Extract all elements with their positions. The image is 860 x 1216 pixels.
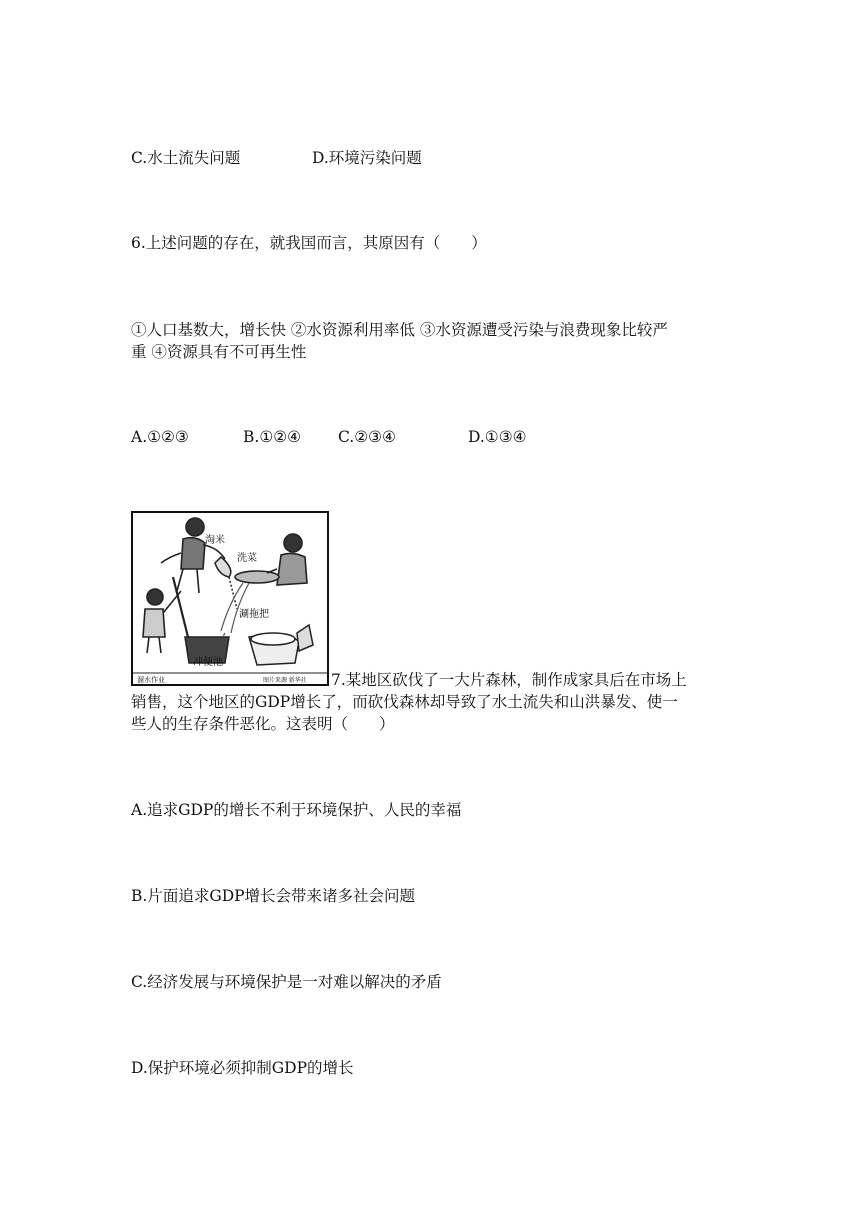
q5-option-c: C.水土流失问题 — [131, 149, 241, 167]
q7-option-c: C.经济发展与环境保护是一对难以解决的矛盾 — [131, 973, 442, 991]
q6-statements-line1: ①人口基数大，增长快 ②水资源利用率低 ③水资源遭受污染与浪费现象比较严 — [131, 321, 668, 339]
q6-option-a: A.①②③ — [131, 428, 189, 446]
q7-option-b: B.片面追求GDP增长会带来诸多社会问题 — [131, 887, 416, 905]
water-reuse-cartoon — [131, 511, 329, 686]
q6-stem: 6.上述问题的存在，就我国而言，其原因有（ ） — [131, 234, 487, 252]
cartoon-footer-left: 溜水作业 — [137, 677, 165, 684]
q6-option-c: C.②③④ — [338, 428, 396, 446]
label-vegetables: 洗菜 — [237, 553, 257, 564]
label-rice: 淘米 — [205, 535, 225, 546]
toilet — [249, 625, 313, 665]
q7-stem-line1: 7.某地区砍伐了一大片森林，制作成家具后在市场上 — [331, 671, 687, 689]
rice-basin — [215, 557, 237, 609]
girl-figure — [143, 577, 189, 653]
q7-option-a: A.追求GDP的增长不利于环境保护、人民的幸福 — [131, 801, 462, 819]
q7-stem-line2: 销售，这个地区的GDP增长了，而砍伐森林却导致了水土流失和山洪暴发、使一 — [131, 693, 678, 711]
q6-option-d: D.①③④ — [468, 428, 527, 446]
q7-stem-line3: 些人的生存条件恶化。这表明（ ） — [131, 715, 395, 733]
label-mop: 涮拖把 — [239, 609, 269, 620]
woman-figure — [161, 518, 225, 593]
q5-option-d: D.环境污染问题 — [312, 149, 422, 167]
label-toilet: 冲便池 — [193, 657, 223, 668]
q6-statements-line2: 重 ④资源具有不可再生性 — [131, 343, 307, 361]
q6-option-b: B.①②④ — [243, 428, 302, 446]
cartoon-footer-right: 图片来源 新华社 — [263, 678, 307, 684]
q7-option-d: D.保护环境必须抑制GDP的增长 — [131, 1059, 354, 1077]
